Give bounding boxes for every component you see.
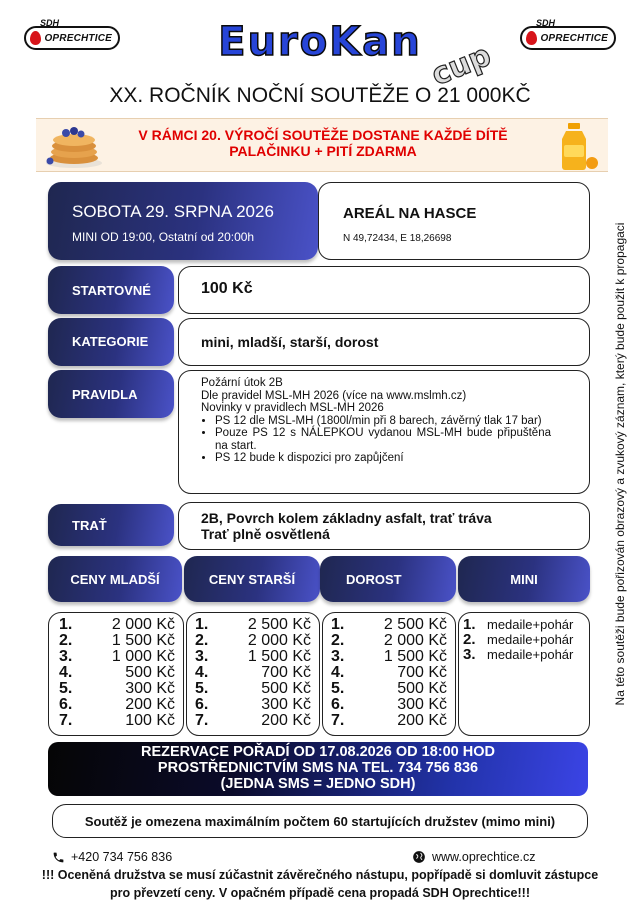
- prize-row: 3. 1 000 Kč: [59, 648, 175, 665]
- contact-web: [412, 850, 536, 864]
- brand-main: EuroKan: [218, 19, 422, 65]
- reservation-line-3: (JEDNA SMS = JEDNO SDH): [220, 776, 416, 792]
- rules-line: Dle pravidel MSL-MH 2026 (více na www.mslmh.cz): [201, 389, 467, 402]
- kategorie-value: mini, mladší, starší, dorost: [201, 334, 379, 350]
- prize-row: 1. medaile+pohár: [463, 616, 574, 633]
- prize-row: 1. 2 500 Kč: [195, 616, 311, 633]
- trat-line-1: 2B, Povrch kolem základny asfalt, trať tráva: [201, 510, 492, 526]
- prize-row: 5. 500 Kč: [331, 680, 447, 697]
- prize-row: 4. 700 Kč: [331, 664, 447, 681]
- prize-header-mini: MINI: [458, 556, 590, 602]
- reservation-banner: [48, 742, 588, 796]
- prize-row: 4. 700 Kč: [195, 664, 311, 681]
- prize-row: 7. 100 Kč: [59, 712, 175, 729]
- prize-row: 2. 2 000 Kč: [195, 632, 311, 649]
- sdh-logo-left: [24, 18, 120, 50]
- juice-bottle-icon: [548, 121, 600, 171]
- page-title: XX. ROČNÍK NOČNÍ SOUTĚŽE O 21 000KČ: [109, 84, 531, 107]
- prize-header-dorost: DOROST: [320, 556, 456, 602]
- prize-row: 2. 1 500 Kč: [59, 632, 175, 649]
- prize-list-mini: [458, 612, 590, 736]
- footer-line-1: !!! Oceněná družstva se musí zúčastnit závěrečného nástupu, popřípadě si domluvit zástupce: [41, 868, 599, 882]
- globe-icon: [412, 850, 426, 864]
- prize-header-starsi: CENY STARŠÍ: [184, 556, 320, 602]
- logo-name-text: OPRECHTICE: [44, 32, 112, 44]
- prize-list-mladsi: [48, 612, 184, 736]
- rules-line: Novinky v pravidlech MSL-MH 2026: [201, 402, 384, 414]
- prize-row: 6. 300 Kč: [195, 696, 311, 713]
- trat-value-box: [178, 502, 590, 550]
- startovne-label: STARTOVNÉ: [72, 283, 151, 298]
- rules-line: Požární útok 2B: [201, 377, 283, 389]
- startovne-value: 100 Kč: [201, 280, 253, 297]
- startovne-value-box: [178, 266, 590, 314]
- prize-row: 5. 500 Kč: [195, 680, 311, 697]
- event-venue-card: [318, 182, 590, 260]
- phone-icon: [52, 851, 65, 864]
- trat-line-2: Trať plně osvětlená: [201, 526, 330, 542]
- contact-phone: [52, 850, 172, 864]
- pravidla-label-pill: [48, 370, 174, 418]
- prize-row: 6. 200 Kč: [59, 696, 175, 713]
- event-times: MINI OD 19:00, Ostatní od 20:00h: [72, 230, 255, 244]
- logo-sdh-text: SDH: [40, 18, 60, 28]
- kategorie-label-pill: [48, 318, 174, 366]
- rules-bullet: • PS 12 bude k dispozici pro zapůjčení: [215, 452, 551, 465]
- rules-bullets: [215, 415, 551, 465]
- prize-list-dorost: [322, 612, 456, 736]
- logo-name-text: OPRECHTICE: [540, 32, 608, 44]
- event-venue: AREÁL NA HASCE: [343, 205, 477, 222]
- drop-icon: [30, 31, 41, 45]
- prize-header-mladsi: CENY MLADŠÍ: [48, 556, 182, 602]
- prize-row: 1. 2 000 Kč: [59, 616, 175, 633]
- trat-label: TRAŤ: [72, 518, 107, 533]
- event-date-card: [48, 182, 318, 260]
- prize-row: 1. 2 500 Kč: [331, 616, 447, 633]
- prize-row: 3. 1 500 Kč: [195, 648, 311, 665]
- event-gps: N 49,72434, E 18,26698: [343, 233, 452, 244]
- prize-row: 3. medaile+pohár: [463, 646, 574, 663]
- drop-icon: [526, 31, 537, 45]
- brand-sub: cup: [427, 37, 497, 94]
- website-link[interactable]: www.oprechtice.cz: [432, 850, 536, 864]
- pancake-icon: [44, 123, 104, 169]
- prize-row: 2. medaile+pohár: [463, 631, 574, 648]
- eurokan-brand: [150, 18, 497, 94]
- logo-sdh-text: SDH: [536, 18, 556, 28]
- prize-row: 5. 300 Kč: [59, 680, 175, 697]
- pravidla-value-box: [178, 370, 590, 494]
- reservation-line-1: REZERVACE POŘADÍ OD 17.08.2026 OD 18:00 HOD: [140, 744, 496, 760]
- prize-list-starsi: [186, 612, 320, 736]
- prize-row: 7. 200 Kč: [195, 712, 311, 729]
- promo-line-1: V RÁMCI 20. VÝROČÍ SOUTĚŽE DOSTANE KAŽDÉ DÍTĚ: [138, 127, 508, 143]
- promo-line-2: PALAČINKU + PITÍ ZDARMA: [229, 143, 417, 159]
- recording-notice: Na této soutěži bude pořizován obrazový a zvukový záznam, který bude použit k propagaci: [613, 222, 627, 706]
- sdh-logo-right: [520, 18, 616, 50]
- prize-row: 3. 1 500 Kč: [331, 648, 447, 665]
- prize-row: 7. 200 Kč: [331, 712, 447, 729]
- prize-row: 4. 500 Kč: [59, 664, 175, 681]
- rules-bullet: • Pouze PS 12 s NÁLEPKOU vydanou MSL-MH bude připuštěna na start.: [215, 427, 551, 452]
- kategorie-label: KATEGORIE: [72, 334, 149, 349]
- footer-line-2: pro převzetí ceny. V opačném případě cena propadá SDH Oprechtice!!!: [109, 886, 530, 900]
- trat-label-pill: [48, 504, 174, 546]
- team-limit-note: Soutěž je omezena maximálním počtem 60 startujících družstev (mimo mini): [52, 804, 588, 838]
- phone-number[interactable]: +420 734 756 836: [71, 850, 173, 864]
- startovne-label-pill: [48, 266, 174, 314]
- reservation-line-2: PROSTŘEDNICTVÍM SMS NA TEL. 734 756 836: [157, 760, 479, 776]
- pravidla-label: PRAVIDLA: [72, 387, 138, 402]
- rules-bullet: • PS 12 dle MSL-MH (1800l/min při 8 barech, závěrný tlak 17 bar): [215, 415, 551, 428]
- prize-row: 6. 300 Kč: [331, 696, 447, 713]
- promo-banner: [36, 118, 608, 172]
- prize-row: 2. 2 000 Kč: [331, 632, 447, 649]
- kategorie-value-box: [178, 318, 590, 366]
- event-date: SOBOTA 29. SRPNA 2026: [72, 202, 274, 221]
- footer-warning: [0, 866, 640, 902]
